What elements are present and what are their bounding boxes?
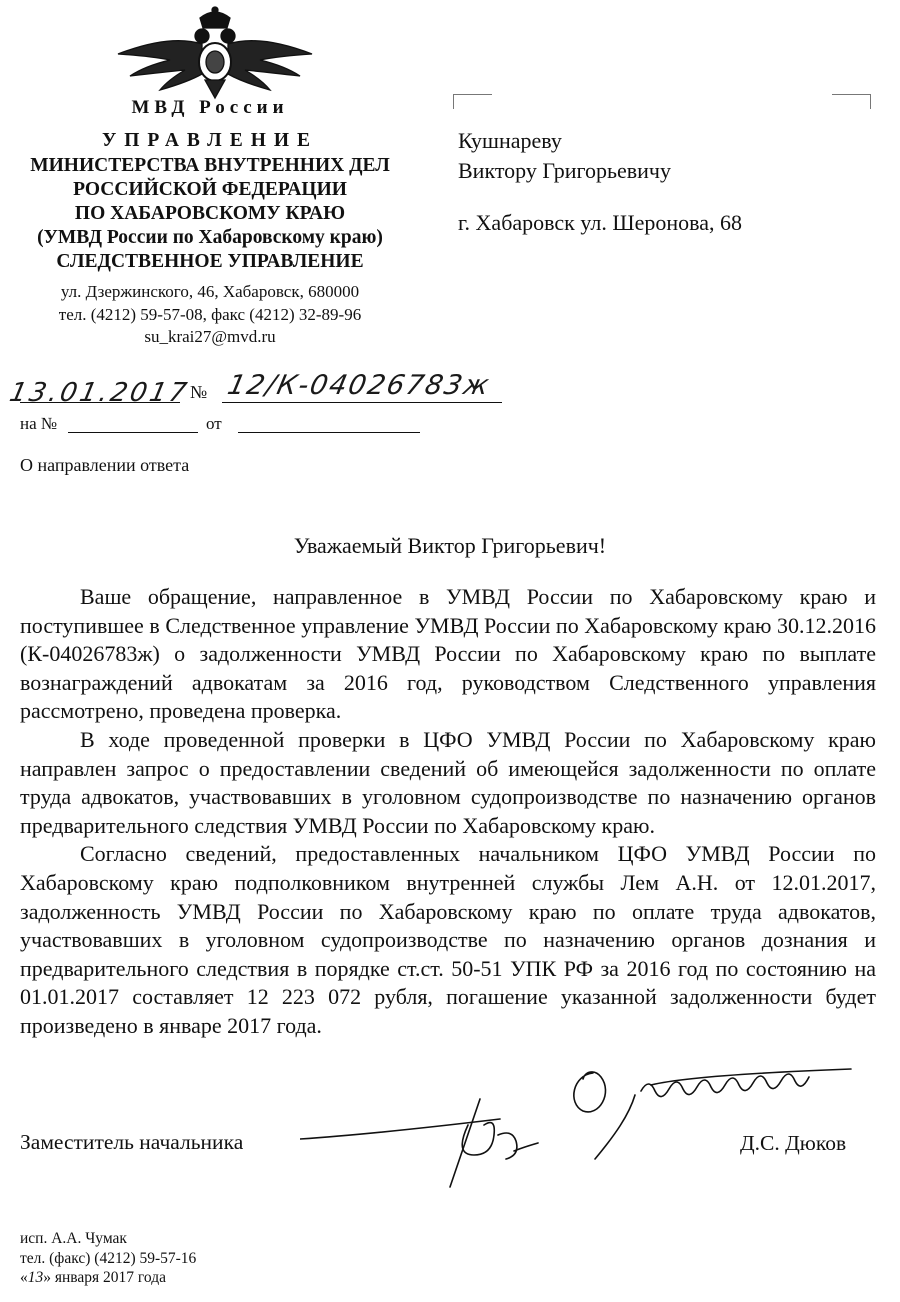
letter-subject: О направлении ответа	[20, 455, 190, 475]
header-line: ПО ХАБАРОВСКОМУ КРАЮ	[74, 203, 346, 224]
executor-phone: тел. (факс) (4212) 59-57-16	[20, 1249, 197, 1267]
header-line: МИНИСТЕРСТВА ВНУТРЕННИХ ДЕЛ	[30, 155, 390, 176]
emblem-eagle-icon	[110, 4, 320, 100]
reference-number-label: на №	[20, 414, 58, 433]
body-paragraph: Ваше обращение, направленное в УМВД России по Хабаровскому краю и поступившее в Следственное управление УМВД России по Хабаровскому краю 30.12.2016 (К-04026783ж) о задолженности УМВД России по Хабаровскому краю по выплате вознаграждений адвокатам за 2016 год, руководством Следственного управления рассмотрено, проведена проверка.	[20, 584, 876, 724]
executor-date	[20, 1268, 196, 1288]
sender-email: su_krai27@mvd.ru	[144, 327, 276, 346]
executor-date-prefix: «	[20, 1269, 28, 1286]
sender-phones: тел. (4212) 59-57-08, факс (4212) 32-89-96	[58, 304, 362, 324]
addressee-address: г. Хабаровск ул. Шеронова, 68	[458, 210, 742, 235]
ministry-short-name: МВД России	[131, 97, 289, 118]
header-line: РОССИЙСКОЙ ФЕДЕРАЦИИ	[73, 179, 347, 200]
executor-info	[20, 1229, 196, 1288]
addressee-corner-mark	[832, 94, 871, 109]
number-underline	[222, 402, 502, 403]
reference-date-underline	[238, 432, 420, 433]
header-line: СЛЕДСТВЕННОЕ УПРАВЛЕНИЕ	[56, 251, 364, 272]
sender-contacts	[0, 281, 420, 349]
department-header	[0, 129, 420, 274]
header-line: УПРАВЛЕНИЕ	[101, 130, 319, 151]
handwritten-signature	[300, 1095, 540, 1190]
number-label: №	[190, 382, 208, 402]
reference-date-label: от	[206, 414, 222, 433]
addressee-corner-mark	[453, 94, 492, 109]
signatory-name: Д.С. Дюков	[740, 1131, 847, 1155]
header-line: (УМВД России по Хабаровскому краю)	[37, 227, 383, 248]
date-underline	[20, 402, 180, 403]
salutation: Уважаемый Виктор Григорьевич!	[293, 533, 607, 558]
reference-number-underline	[68, 432, 198, 433]
body-paragraph: В ходе проведенной проверки в ЦФО УМВД России по Хабаровскому краю направлен запрос о предоставлении сведений об имеющейся задолженности по оплате труда адвокатов, участвовавших в уголовном судопроизводстве по назначению органов предварительного следствия УМВД России по Хабаровскому краю.	[20, 726, 876, 838]
addressee-name: Виктору Григорьевичу	[458, 158, 671, 183]
executor-date-suffix: » января 2017 года	[43, 1269, 166, 1286]
addressee-surname: Кушнареву	[458, 128, 562, 153]
executor-date-day: 13	[27, 1269, 44, 1286]
signatory-position: Заместитель начальника	[20, 1130, 244, 1154]
registration-date: 13.01.2017	[6, 378, 193, 408]
addressee-block	[458, 126, 671, 186]
body-paragraph: Согласно сведений, предоставленных начальником ЦФО УМВД России по Хабаровскому краю подполковником внутренней службы Лем А.Н. от 12.01.2017, задолженность УМВД России по Хабаровскому краю по оплате труда адвокатов, участвовавших в уголовном судопроизводстве по назначению органов дознания и предварительного следствия в порядке ст.ст. 50-51 УПК РФ за 2016 год по состоянию на 01.01.2017 составляет 12 223 072 рубля, погашение указанной задолженности будет произведено в январе 2017 года.	[20, 841, 876, 1038]
sender-address: ул. Дзержинского, 46, Хабаровск, 680000	[60, 282, 360, 301]
registration-number: 12/К-04026783ж	[224, 370, 494, 401]
letter-body	[20, 583, 876, 1041]
executor-name: исп. А.А. Чумак	[20, 1230, 127, 1247]
